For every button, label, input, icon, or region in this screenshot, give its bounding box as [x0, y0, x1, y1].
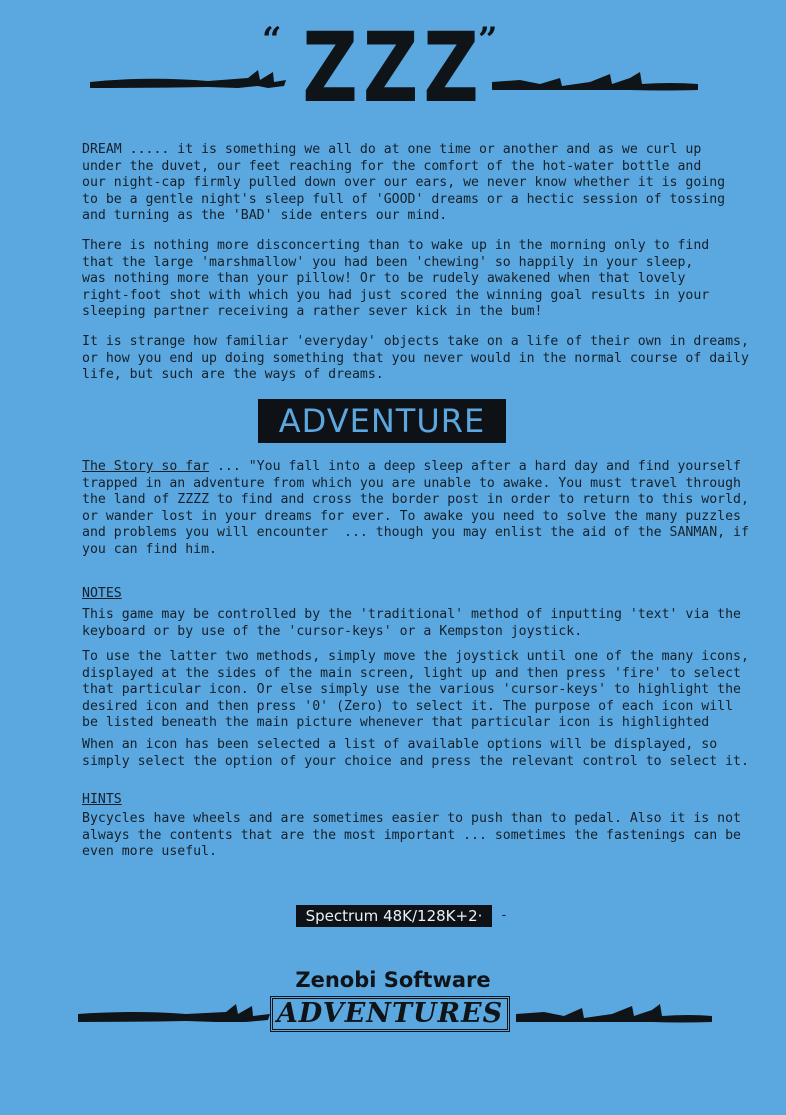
text-line: simply select the option of your choice and press the relevant control to select it. — [82, 753, 749, 769]
text-line: our night-cap firmly pulled down over our ears, we never know whether it is going — [82, 175, 726, 191]
text-line: even more useful. — [82, 844, 217, 860]
text-line: that particular icon. Or else simply use the various 'cursor-keys' to highlight the — [82, 682, 741, 698]
notes-paragraph-3 — [82, 737, 752, 770]
title-open-quote: “ — [262, 20, 282, 60]
platform-label-text: Spectrum 48K/128K+2· — [305, 907, 483, 925]
text-line: There is nothing more disconcerting than to wake up in the morning only to find — [82, 238, 710, 253]
platform-dash: - — [500, 908, 508, 923]
hints-paragraph — [82, 811, 752, 861]
intro-paragraph-2 — [82, 238, 752, 321]
text-line: When an icon has been selected a list of available options will be displayed, so — [82, 737, 718, 752]
publisher-logo-word: ADVENTURES — [276, 998, 504, 1029]
notes-paragraph-1 — [82, 607, 752, 640]
text-line: Bycycles have wheels and are sometimes easier to push than to pedal. Also it is not — [82, 811, 741, 826]
text-line: or wander lost in your dreams for ever. To awake you need to solve the many puzzles — [82, 508, 741, 524]
text-line: you can find him. — [82, 541, 217, 557]
text-line: that the large 'marshmallow' you had been 'chewing' so happily in your sleep, — [82, 254, 694, 270]
title-block — [0, 12, 786, 124]
text-line: To use the latter two methods, simply move the joystick until one of the many icons, — [82, 649, 749, 664]
text-line: or how you end up doing something that you never would in the normal course of daily — [82, 350, 749, 366]
text-line: right-foot shot with which you had just scored the winning goal results in your — [82, 287, 710, 303]
intro-paragraph-1 — [82, 142, 752, 225]
text-line: keyboard or by use of the 'cursor-keys' or a Kempston joystick. — [82, 623, 583, 639]
text-line: displayed at the sides of the main screen, light up and then press 'fire' to select — [82, 665, 741, 681]
text-span: ... "You fall into a deep sleep after a hard day and find yourself — [209, 459, 741, 474]
story-paragraph — [82, 459, 752, 559]
text-line: life, but such are the ways of dreams. — [82, 367, 384, 383]
notes-paragraph-2 — [82, 649, 752, 732]
text-line: and turning as the 'BAD' side enters our mind. — [82, 208, 448, 224]
text-line: the land of ZZZZ to find and cross the border post in order to return to this world, — [82, 492, 749, 508]
text-line — [82, 459, 752, 476]
text-line: sleeping partner receiving a rather sever kick in the bum! — [82, 304, 543, 320]
game-title: ZZZ — [302, 12, 484, 124]
hints-heading: HINTS — [82, 792, 122, 807]
adventure-banner — [258, 399, 506, 443]
text-line: to be a gentle night's sleep full of 'GOOD' dreams or a hectic session of tossing — [82, 191, 726, 207]
text-line: be listed beneath the main picture whenever that particular icon is highlighted — [82, 715, 710, 731]
text-line: This game may be controlled by the 'traditional' method of inputting 'text' via the — [82, 607, 741, 622]
text-line: It is strange how familiar 'everyday' objects take on a life of their own in dreams, — [82, 334, 749, 349]
text-line: DREAM ..... it is something we all do at one time or another and as we curl up — [82, 142, 702, 157]
right-logo-flourish — [514, 1002, 714, 1030]
adventure-banner-label: ADVENTURE — [278, 402, 486, 440]
text-line: always the contents that are the most important ... sometimes the fastenings can be — [82, 827, 741, 843]
notes-heading: NOTES — [82, 586, 122, 601]
text-line: was nothing more than your pillow! Or to be rudely awakened when that lovely — [82, 271, 686, 287]
platform-label — [296, 905, 492, 927]
publisher-name: Zenobi Software — [295, 968, 491, 992]
title-close-quote: ” — [478, 20, 498, 60]
story-label: The Story so far — [82, 459, 210, 474]
intro-paragraph-3 — [82, 334, 752, 384]
text-line: under the duvet, our feet reaching for the comfort of the hot-water bottle and — [82, 158, 702, 174]
text-line: and problems you will encounter ... though you may enlist the aid of the SANMAN, if — [82, 525, 749, 541]
publisher-logo — [270, 996, 510, 1032]
left-logo-flourish — [76, 1002, 272, 1030]
text-line: trapped in an adventure from which you are unable to awake. You must travel through — [82, 475, 741, 491]
text-line: desired icon and then press '0' (Zero) to select it. The purpose of each icon will — [82, 698, 734, 714]
